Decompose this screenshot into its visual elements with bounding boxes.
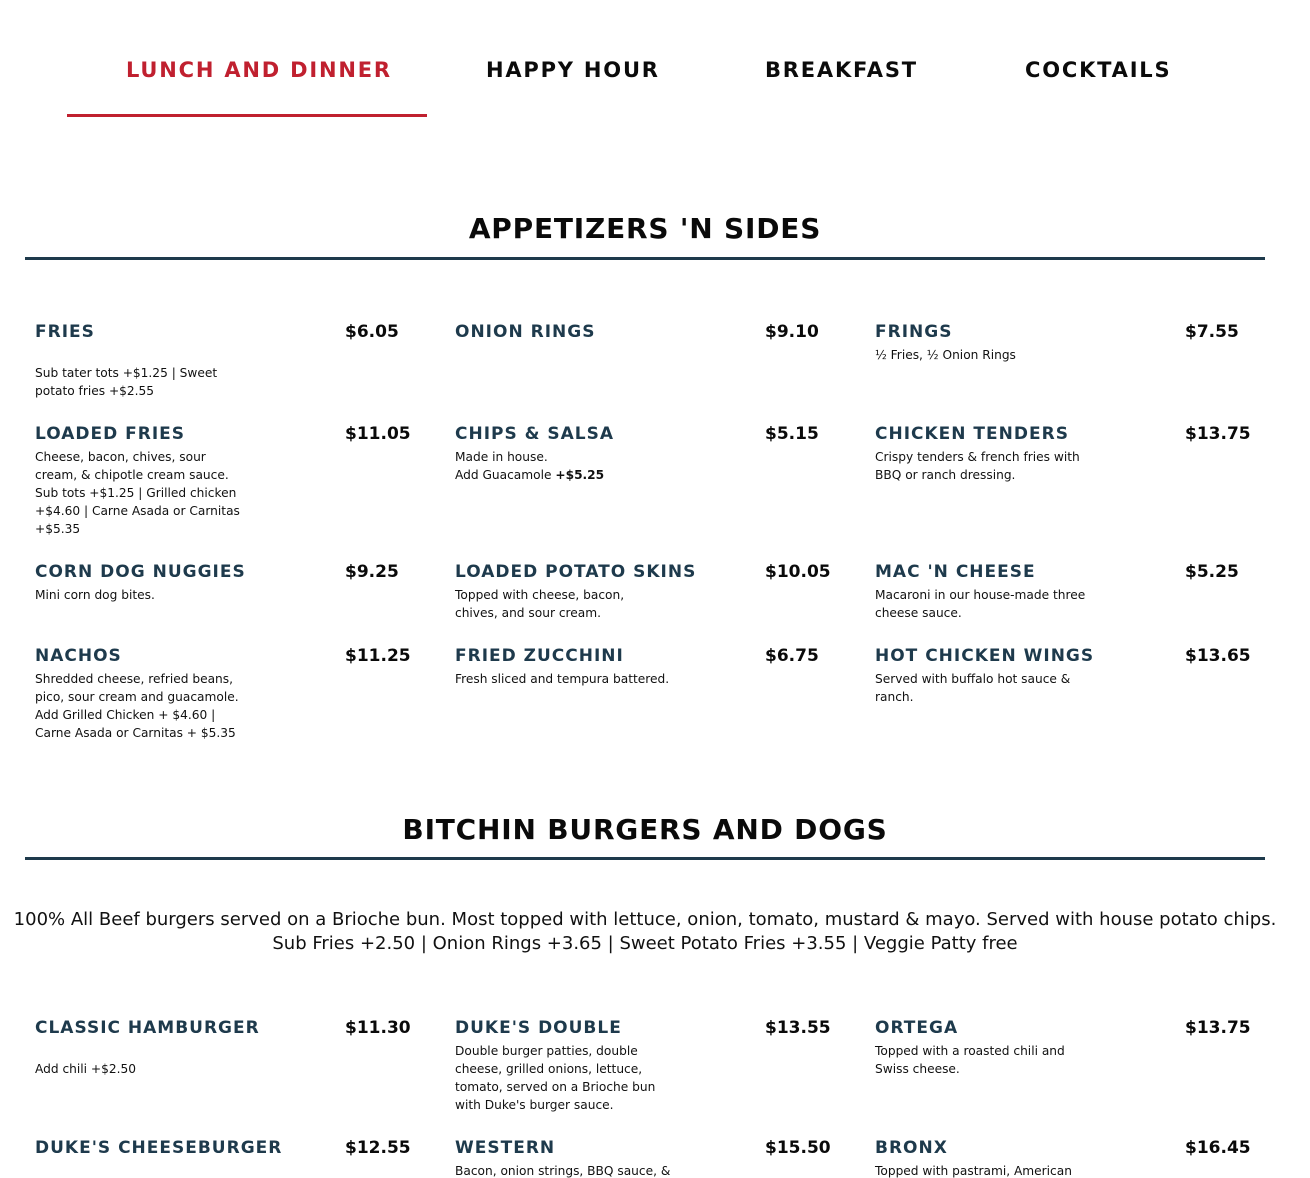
item-name: CHIPS & SALSA (455, 424, 615, 444)
item-description: Macaroni in our house-made three cheese sauce. (875, 588, 1086, 620)
item-name: CLASSIC HAMBURGER (35, 1018, 260, 1038)
tab-breakfast[interactable]: BREAKFAST (765, 58, 918, 82)
item-price: $13.55 (765, 1018, 831, 1038)
item-name: CORN DOG NUGGIES (35, 562, 246, 582)
section-divider (25, 857, 1265, 860)
item-price: $10.05 (765, 562, 831, 582)
item-name: MAC 'N CHEESE (875, 562, 1036, 582)
item-price: $13.65 (1185, 646, 1251, 666)
item-name: LOADED POTATO SKINS (455, 562, 697, 582)
section-divider (25, 257, 1265, 260)
item-description: Add chili +$2.50 (35, 1062, 137, 1076)
item-name: NACHOS (35, 646, 122, 666)
intro-line: Sub Fries +2.50 | Onion Rings +3.65 | Sweet Potato Fries +3.55 | Veggie Patty free (272, 933, 1018, 954)
item-name: ORTEGA (875, 1018, 959, 1038)
item-description: Served with buffalo hot sauce & ranch. (875, 672, 1071, 704)
item-description: Shredded cheese, refried beans, pico, sour cream and guacamole. Add Grilled Chicken + $4.60 | Carne Asada or Carnitas + $5.35 (35, 672, 239, 740)
item-description: Crispy tenders & french fries with BBQ or ranch dressing. (875, 450, 1080, 482)
item-price: $11.25 (345, 646, 411, 666)
item-price: $15.50 (765, 1138, 831, 1158)
item-price: $5.25 (1185, 562, 1239, 582)
item-description (455, 448, 670, 484)
item-name: DUKE'S DOUBLE (455, 1018, 622, 1038)
item-name: DUKE'S CHEESEBURGER (35, 1138, 283, 1158)
item-price: $9.10 (765, 322, 819, 342)
tab-happy-hour[interactable]: HAPPY HOUR (486, 58, 660, 82)
item-description-line (455, 466, 670, 484)
item-description: Bacon, onion strings, BBQ sauce, & (455, 1164, 671, 1178)
active-tab-indicator (67, 114, 427, 117)
item-price: $6.75 (765, 646, 819, 666)
item-name: WESTERN (455, 1138, 556, 1158)
item-description: Double burger patties, double cheese, grilled onions, lettuce, tomato, served on a Brioche bun with Duke's burger sauce. (455, 1044, 656, 1112)
item-description: ½ Fries, ½ Onion Rings (875, 348, 1016, 362)
section-title-appetizers: APPETIZERS 'N SIDES (468, 212, 822, 245)
item-price: $13.75 (1185, 424, 1251, 444)
item-price: $5.15 (765, 424, 819, 444)
item-name: FRINGS (875, 322, 953, 342)
item-price: $11.30 (345, 1018, 411, 1038)
addon-price: +$5.25 (555, 468, 605, 482)
tab-lunch-and-dinner[interactable]: LUNCH AND DINNER (126, 58, 392, 82)
item-name: CHICKEN TENDERS (875, 424, 1069, 444)
item-price: $13.75 (1185, 1018, 1251, 1038)
item-description: Topped with a roasted chili and Swiss cheese. (875, 1044, 1065, 1076)
item-price: $12.55 (345, 1138, 411, 1158)
item-name: FRIED ZUCCHINI (455, 646, 624, 666)
item-description: Sub tater tots +$1.25 | Sweet potato fries +$2.55 (35, 366, 218, 398)
item-description-line: Made in house. (455, 450, 548, 464)
item-name: LOADED FRIES (35, 424, 186, 444)
item-price: $16.45 (1185, 1138, 1251, 1158)
section-intro (0, 908, 1290, 956)
item-name: BRONX (875, 1138, 948, 1158)
item-description: Cheese, bacon, chives, sour cream, & chipotle cream sauce. Sub tots +$1.25 | Grilled chicken +$4.60 | Carne Asada or Carnitas +$5.35 (35, 450, 240, 536)
addon-label: Add Guacamole (455, 468, 556, 482)
item-description: Fresh sliced and tempura battered. (455, 672, 670, 686)
item-price: $9.25 (345, 562, 399, 582)
item-price: $7.55 (1185, 322, 1239, 342)
item-description: Mini corn dog bites. (35, 588, 155, 602)
item-name: HOT CHICKEN WINGS (875, 646, 1095, 666)
item-description: Topped with pastrami, American (875, 1164, 1072, 1178)
item-price: $6.05 (345, 322, 399, 342)
item-price: $11.05 (345, 424, 411, 444)
intro-line: 100% All Beef burgers served on a Brioche bun. Most topped with lettuce, onion, tomato, mustard & mayo. Served with house potato chips. (13, 909, 1277, 930)
section-title-burgers: BITCHIN BURGERS AND DOGS (402, 813, 888, 846)
tab-cocktails[interactable]: COCKTAILS (1025, 58, 1172, 82)
item-name: FRIES (35, 322, 95, 342)
menu-tabs (0, 0, 1310, 120)
item-name: ONION RINGS (455, 322, 596, 342)
item-description: Topped with cheese, bacon, chives, and sour cream. (455, 588, 625, 620)
